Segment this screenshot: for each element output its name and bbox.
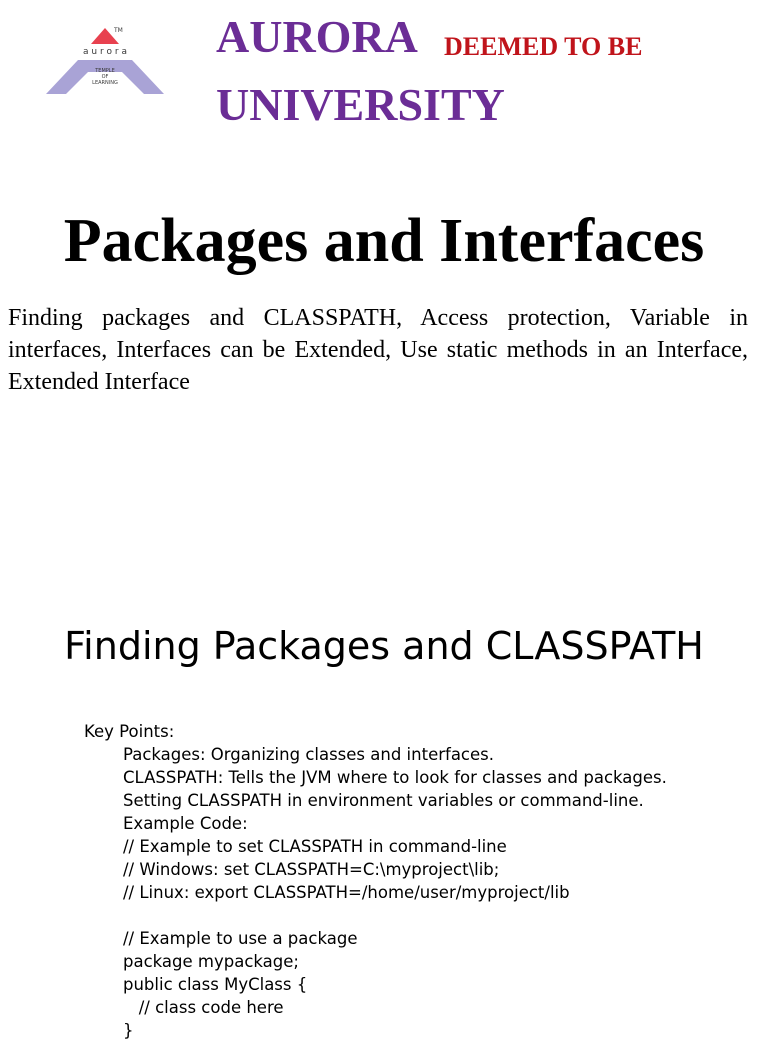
code-line: } xyxy=(123,1021,134,1040)
aurora-logo xyxy=(44,24,166,100)
code-line: // Linux: export CLASSPATH=/home/user/myproject/lib xyxy=(123,883,570,902)
key-point-line: Example Code: xyxy=(123,814,248,833)
code-line xyxy=(123,904,667,927)
key-points-list xyxy=(123,743,667,1042)
brand-suffix: DEEMED TO BE xyxy=(444,32,643,61)
key-points-heading: Key Points: xyxy=(84,722,175,741)
logo-tagline-2: OF xyxy=(101,74,109,80)
trademark-text: TM xyxy=(114,27,123,34)
brand-name: AURORA xyxy=(216,11,418,62)
key-point-line: CLASSPATH: Tells the JVM where to look for classes and packages. xyxy=(123,768,667,787)
aurora-logo-icon xyxy=(44,24,166,100)
code-line: // class code here xyxy=(123,998,284,1017)
logo-tagline-3: LEARNING xyxy=(92,80,118,86)
slide-title: Packages and Interfaces xyxy=(63,207,705,275)
code-line: // Windows: set CLASSPATH=C:\myproject\lib; xyxy=(123,860,500,879)
brand-university: UNIVERSITY xyxy=(216,79,505,130)
code-line: // Example to use a package xyxy=(123,929,358,948)
logo-tagline-1: TEMPLE xyxy=(95,68,115,74)
code-line: package mypackage; xyxy=(123,952,299,971)
logo-wordmark: a u r o r a xyxy=(83,47,127,57)
code-line: // Example to set CLASSPATH in command-line xyxy=(123,837,507,856)
code-line: public class MyClass { xyxy=(123,975,308,994)
slide-subtitle: Finding packages and CLASSPATH, Access protection, Variable in interfaces, Interfaces can be Extended, Use static methods in an Interface, Extended Interface xyxy=(8,305,748,395)
key-point-line: Packages: Organizing classes and interfaces. xyxy=(123,745,494,764)
section-title: Finding Packages and CLASSPATH xyxy=(64,624,704,668)
key-point-line: Setting CLASSPATH in environment variables or command-line. xyxy=(123,791,644,810)
